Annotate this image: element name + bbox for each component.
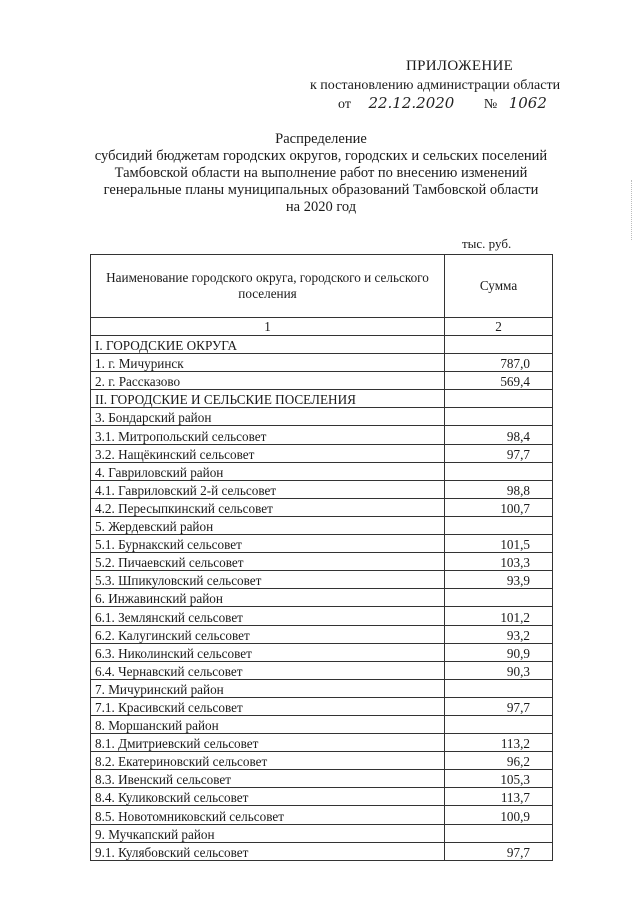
- row-name-cell: 7.1. Красивский сельсовет: [91, 697, 445, 715]
- heading-line-3: Тамбовской области на выполнение работ по внесению изменений: [114, 165, 528, 181]
- table-row: [91, 516, 553, 534]
- row-name-cell: 4. Гавриловский район: [91, 462, 445, 480]
- row-value-cell: 113,2: [445, 734, 553, 752]
- date-prefix: от: [338, 97, 351, 112]
- appendix-title: ПРИЛОЖЕНИЕ: [406, 58, 514, 74]
- margin-mark: [631, 180, 638, 240]
- table-row: [91, 462, 553, 480]
- row-name-cell: 3.2. Нащёкинский сельсовет: [91, 444, 445, 462]
- table-row: [91, 390, 553, 408]
- row-value-cell: [445, 679, 553, 697]
- heading-line-5: на 2020 год: [285, 199, 357, 215]
- table-row: [91, 607, 553, 625]
- row-name-cell: 9.1. Кулябовский сельсовет: [91, 842, 445, 860]
- row-value-cell: 569,4: [445, 372, 553, 390]
- row-value-cell: 97,7: [445, 697, 553, 715]
- row-value-cell: [445, 336, 553, 354]
- document-heading: [90, 131, 552, 216]
- row-name-cell: 6.4. Чернавский сельсовет: [91, 661, 445, 679]
- row-name-cell: I. ГОРОДСКИЕ ОКРУГА: [91, 336, 445, 354]
- table-row: [91, 806, 553, 824]
- table-row: [91, 426, 553, 444]
- header-sum-cell: Сумма: [445, 255, 553, 318]
- table-row: [91, 553, 553, 571]
- table-row: [91, 679, 553, 697]
- row-value-cell: 90,3: [445, 661, 553, 679]
- row-value-cell: 101,5: [445, 535, 553, 553]
- table-row: [91, 788, 553, 806]
- row-value-cell: 100,9: [445, 806, 553, 824]
- row-name-cell: 8.5. Новотомниковский сельсовет: [91, 806, 445, 824]
- row-name-cell: 8.2. Екатериновский сельсовет: [91, 752, 445, 770]
- handwritten-date: 22.12.2020: [368, 94, 455, 112]
- table-row: [91, 770, 553, 788]
- row-value-cell: [445, 516, 553, 534]
- row-name-cell: 4.1. Гавриловский 2-й сельсовет: [91, 480, 445, 498]
- subsidy-table: [90, 254, 553, 861]
- row-value-cell: [445, 408, 553, 426]
- unit-label: тыс. руб.: [462, 236, 512, 251]
- number-prefix: №: [483, 97, 498, 112]
- row-name-cell: II. ГОРОДСКИЕ И СЕЛЬСКИЕ ПОСЕЛЕНИЯ: [91, 390, 445, 408]
- row-name-cell: 2. г. Рассказово: [91, 372, 445, 390]
- row-value-cell: 93,2: [445, 625, 553, 643]
- table-row: [91, 444, 553, 462]
- table-row: [91, 336, 553, 354]
- row-value-cell: 93,9: [445, 571, 553, 589]
- row-value-cell: 787,0: [445, 354, 553, 372]
- row-value-cell: [445, 824, 553, 842]
- row-value-cell: 98,8: [445, 480, 553, 498]
- row-name-cell: 7. Мичуринский район: [91, 679, 445, 697]
- row-value-cell: 101,2: [445, 607, 553, 625]
- header-name-cell: Наименование городского округа, городского и сельского поселения: [91, 255, 445, 318]
- row-name-cell: 5.3. Шпикуловский сельсовет: [91, 571, 445, 589]
- table-row: [91, 408, 553, 426]
- heading-line-4: генеральные планы муниципальных образований Тамбовской области: [103, 182, 539, 198]
- table-row: [91, 354, 553, 372]
- row-value-cell: 97,7: [445, 842, 553, 860]
- row-value-cell: [445, 715, 553, 733]
- row-name-cell: 6.2. Калугинский сельсовет: [91, 625, 445, 643]
- row-name-cell: 5. Жердевский район: [91, 516, 445, 534]
- table-row: [91, 498, 553, 516]
- row-name-cell: 5.1. Бурнакский сельсовет: [91, 535, 445, 553]
- row-value-cell: 90,9: [445, 643, 553, 661]
- row-value-cell: [445, 390, 553, 408]
- row-name-cell: 1. г. Мичуринск: [91, 354, 445, 372]
- row-name-cell: 5.2. Пичаевский сельсовет: [91, 553, 445, 571]
- table-row: [91, 589, 553, 607]
- table-row: [91, 824, 553, 842]
- row-value-cell: 105,3: [445, 770, 553, 788]
- row-name-cell: 6. Инжавинский район: [91, 589, 445, 607]
- row-value-cell: [445, 589, 553, 607]
- table-header-row: [91, 255, 553, 318]
- table-row: [91, 752, 553, 770]
- row-name-cell: 8.4. Куликовский сельсовет: [91, 788, 445, 806]
- table-row: [91, 535, 553, 553]
- heading-line-2: субсидий бюджетам городских округов, городских и сельских поселений: [94, 148, 548, 164]
- table-row: [91, 715, 553, 733]
- row-value-cell: [445, 462, 553, 480]
- row-value-cell: 97,7: [445, 444, 553, 462]
- row-name-cell: 8. Моршанский район: [91, 715, 445, 733]
- row-name-cell: 6.1. Землянский сельсовет: [91, 607, 445, 625]
- row-name-cell: 4.2. Пересыпкинский сельсовет: [91, 498, 445, 516]
- table-row: [91, 697, 553, 715]
- table-row: [91, 842, 553, 860]
- row-name-cell: 3. Бондарский район: [91, 408, 445, 426]
- table-row: [91, 625, 553, 643]
- row-value-cell: 113,7: [445, 788, 553, 806]
- row-value-cell: 103,3: [445, 553, 553, 571]
- table-row: [91, 571, 553, 589]
- column-number-row: [91, 318, 553, 336]
- appendix-reference: к постановлению администрации области: [310, 78, 561, 93]
- row-value-cell: 98,4: [445, 426, 553, 444]
- column-number-1: 1: [91, 318, 445, 336]
- column-number-2: 2: [445, 318, 553, 336]
- row-name-cell: 8.1. Дмитриевский сельсовет: [91, 734, 445, 752]
- row-name-cell: 6.3. Николинский сельсовет: [91, 643, 445, 661]
- appendix-dateline: [338, 95, 547, 113]
- table-row: [91, 661, 553, 679]
- row-name-cell: 9. Мучкапский район: [91, 824, 445, 842]
- table-row: [91, 734, 553, 752]
- table-row: [91, 643, 553, 661]
- row-name-cell: 3.1. Митропольский сельсовет: [91, 426, 445, 444]
- row-value-cell: 100,7: [445, 498, 553, 516]
- row-name-cell: 8.3. Ивенский сельсовет: [91, 770, 445, 788]
- heading-line-1: Распределение: [275, 131, 367, 147]
- row-value-cell: 96,2: [445, 752, 553, 770]
- table-row: [91, 372, 553, 390]
- handwritten-number: 1062: [508, 94, 547, 112]
- table-row: [91, 480, 553, 498]
